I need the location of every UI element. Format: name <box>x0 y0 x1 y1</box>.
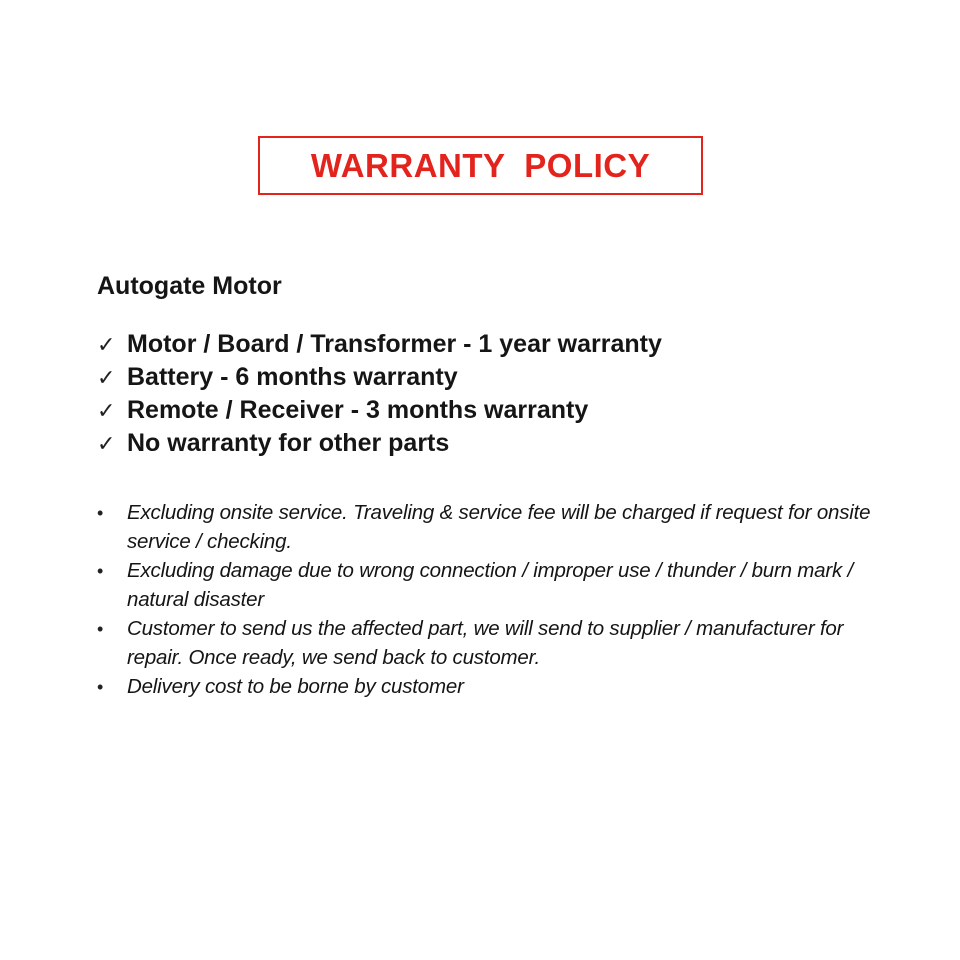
note-list-item <box>97 614 883 672</box>
note-list-item <box>97 556 883 614</box>
check-list-item <box>97 361 897 394</box>
bullet-icon: • <box>97 503 104 523</box>
check-item-text: No warranty for other parts <box>127 429 450 457</box>
checkmark-icon: ✓ <box>97 398 116 423</box>
checkmark-icon: ✓ <box>97 365 116 390</box>
check-item-text: Remote / Receiver - 3 months warranty <box>127 396 589 424</box>
warranty-check-list <box>97 328 897 460</box>
checkmark-icon: ✓ <box>97 431 116 456</box>
check-list-item <box>97 394 897 427</box>
bullet-icon: • <box>97 677 104 697</box>
section-heading: Autogate Motor <box>97 272 282 300</box>
note-item-text: Excluding onsite service. Traveling & service fee will be charged if request for onsite service / checking. <box>127 501 871 553</box>
check-list-item <box>97 427 897 460</box>
title-box <box>258 136 703 195</box>
note-item-text: Customer to send us the affected part, we will send to supplier / manufacturer for repair. Once ready, we send back to customer. <box>127 617 844 669</box>
bullet-icon: • <box>97 561 104 581</box>
check-list-item <box>97 328 897 361</box>
note-item-text: Delivery cost to be borne by customer <box>127 675 464 698</box>
warranty-notes-list <box>97 498 883 702</box>
check-item-text: Motor / Board / Transformer - 1 year warranty <box>127 330 662 358</box>
checkmark-icon: ✓ <box>97 332 116 357</box>
note-list-item <box>97 498 883 556</box>
note-item-text: Excluding damage due to wrong connection / improper use / thunder / burn mark / natural disaster <box>127 559 854 611</box>
note-list-item <box>97 672 883 702</box>
content-area <box>97 270 897 702</box>
check-item-text: Battery - 6 months warranty <box>127 363 458 391</box>
bullet-icon: • <box>97 619 104 639</box>
page-title: WARRANTY POLICY <box>310 146 651 184</box>
